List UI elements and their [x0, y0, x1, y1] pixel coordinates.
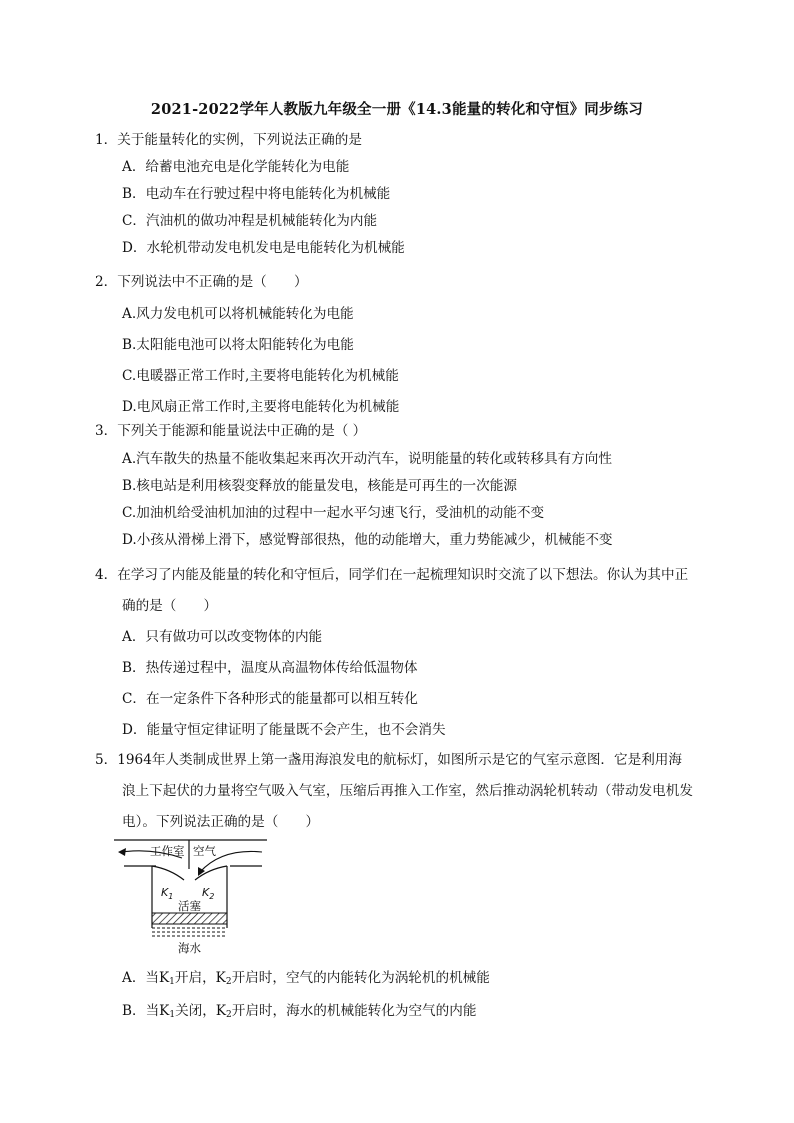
question-3-option-d: D.小孩从滑梯上滑下，感觉臀部很热，他的动能增大，重力势能减少，机械能不变: [122, 532, 613, 548]
question-5-option-b: B．当$K_1$关闭，$K_2$开启时，海水的机械能转化为空气的内能: [122, 1003, 477, 1020]
question-2-option-c: C.电暖器正常工作时,主要将电能转化为机械能: [122, 368, 399, 384]
question-4-option-c: C．在一定条件下各种形式的能量都可以相互转化: [122, 691, 418, 707]
question-4-option-b: B．热传递过程中，温度从高温物体传给低温物体: [122, 660, 418, 676]
question-4-stem-continued: 确的是（ ）: [122, 598, 218, 614]
outflow-arrow-head: [118, 848, 126, 856]
question-2-stem: 2．下列说法中不正确的是（ ）: [95, 274, 308, 290]
question-1-option-b: B．电动车在行驶过程中将电能转化为机械能: [122, 186, 391, 202]
question-1-stem: 1．关于能量转化的实例，下列说法正确的是: [95, 132, 362, 148]
question-1-option-c: C．汽油机的做功冲程是机械能转化为内能: [122, 213, 378, 229]
work-room-label: 工作室: [150, 844, 185, 858]
question-3-option-b: B.核电站是利用核裂变释放的能量发电，核能是可再生的一次能源: [122, 478, 517, 494]
question-5-stem-continued-2: 电）。下列说法正确的是（ ）: [122, 814, 320, 830]
question-3-stem: 3．下列关于能源和能量说法中正确的是（ ）: [95, 423, 367, 439]
question-5-stem: 5．1964年人类制成世界上第一盏用海浪发电的航标灯，如图所示是它的气室示意图．它是利用海: [95, 752, 682, 768]
piston-label: 活塞: [178, 899, 201, 913]
sea-water-lines: [152, 928, 227, 936]
k2-label: $K_2$: [202, 886, 215, 901]
sea-water-label: 海水: [178, 941, 201, 955]
question-5-option-a: A．当$K_1$开启，$K_2$开启时，空气的内能转化为涡轮机的机械能: [122, 970, 490, 987]
question-4-stem: 4．在学习了内能及能量的转化和守恒后，同学们在一起梳理知识时交流了以下想法。你认为其中正: [95, 567, 689, 583]
question-4-option-d: D．能量守恒定律证明了能量既不会产生，也不会消失: [122, 722, 446, 738]
question-5-stem-continued: 浪上下起伏的力量将空气吸入气室，压缩后再推入工作室，然后推动涡轮机转动（带动发电机发: [122, 783, 693, 799]
air-label: 空气: [193, 844, 216, 858]
question-2-option-b: B.太阳能电池可以将太阳能转化为电能: [122, 337, 354, 353]
k1-label: $K_1$: [161, 886, 174, 901]
piston-block: [152, 913, 227, 924]
air-chamber-diagram: [112, 836, 272, 965]
question-1-option-d: D．水轮机带动发电机发电是电能转化为机械能: [122, 240, 405, 256]
page-title: 2021-2022学年人教版九年级全一册《14.3能量的转化和守恒》同步练习: [150, 101, 644, 118]
question-2-option-a: A.风力发电机可以将机械能转化为电能: [122, 306, 354, 322]
question-4-option-a: A．只有做功可以改变物体的内能: [122, 629, 323, 645]
question-3-option-c: C.加油机给受油机加油的过程中一起水平匀速飞行，受油机的动能不变: [122, 505, 545, 521]
question-3-option-a: A.汽车散失的热量不能收集起来再次开动汽车，说明能量的转化或转移具有方向性: [122, 451, 612, 467]
valve-k1-shape: [152, 866, 184, 880]
question-1-option-a: A．给蓄电池充电是化学能转化为电能: [122, 159, 350, 175]
question-2-option-d: D.电风扇正常工作时,主要将电能转化为机械能: [122, 399, 400, 415]
